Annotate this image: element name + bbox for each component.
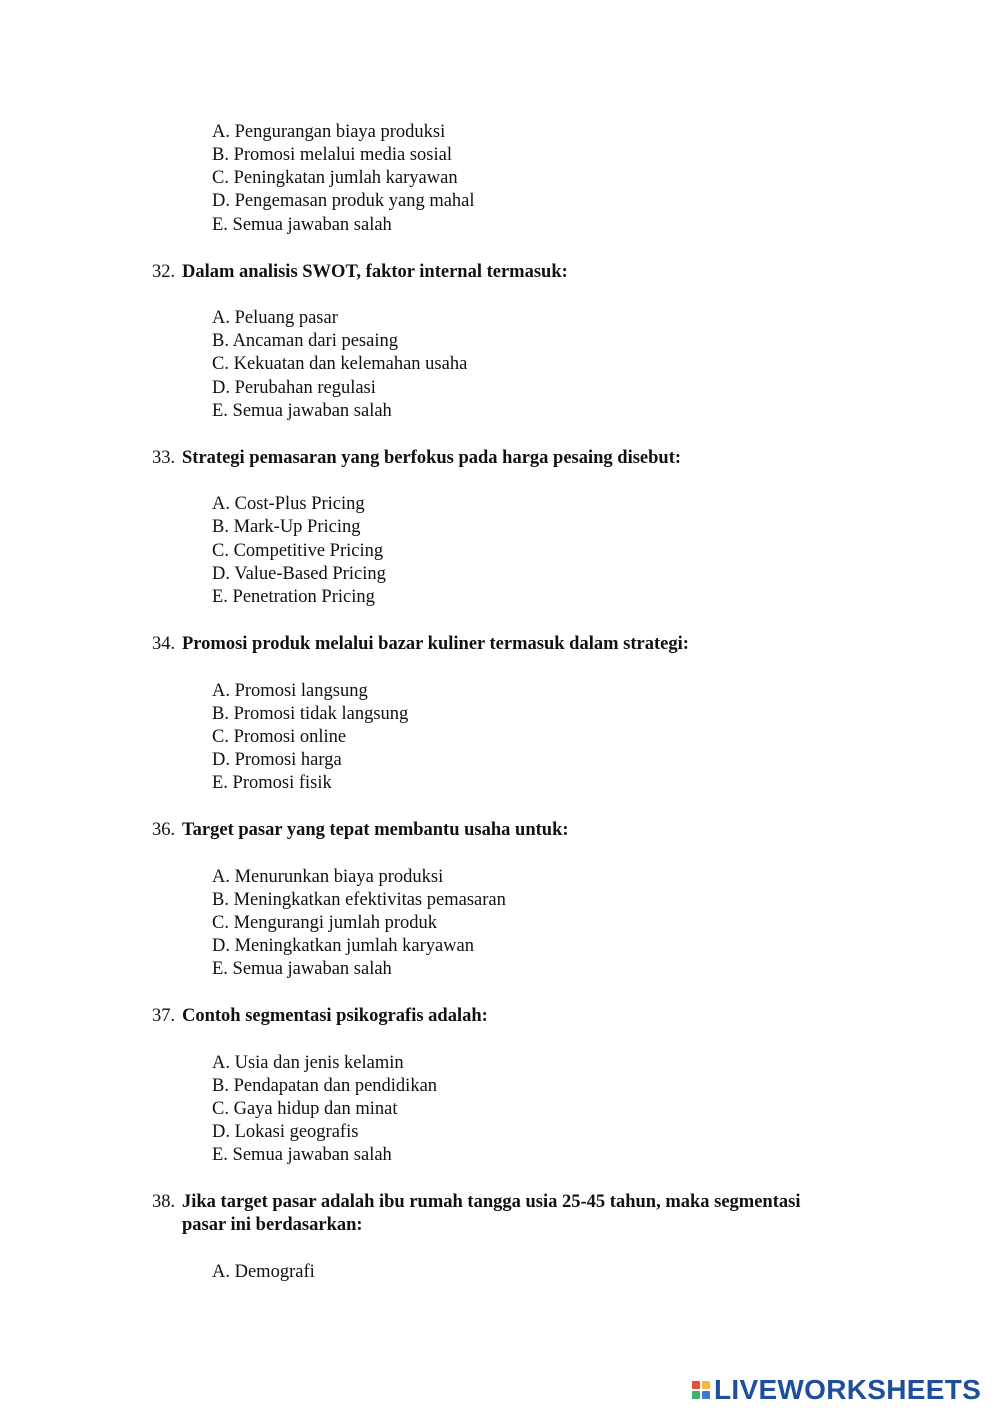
option-33-b: B. Mark-Up Pricing <box>212 517 361 537</box>
option-32-c: C. Kekuatan dan kelemahan usaha <box>212 354 468 374</box>
question-38-text-line-2: pasar ini berdasarkan: <box>182 1215 363 1235</box>
option-34-a: A. Promosi langsung <box>212 681 368 701</box>
option-34-d: D. Promosi harga <box>212 750 342 770</box>
option-33-c: C. Competitive Pricing <box>212 541 384 561</box>
logo-text: LIVEWORKSHEETS <box>714 1374 982 1405</box>
option-34-c: C. Promosi online <box>212 727 347 747</box>
option-37-c: C. Gaya hidup dan minat <box>212 1099 398 1119</box>
question-32-text: Dalam analisis SWOT, faktor internal termasuk: <box>182 262 568 282</box>
question-38-number: 38. <box>152 1192 176 1212</box>
option-33-a: A. Cost-Plus Pricing <box>212 494 365 514</box>
question-33-number: 33. <box>152 448 176 468</box>
option-36-d: D. Meningkatkan jumlah karyawan <box>212 936 475 956</box>
option-top-c: C. Peningkatan jumlah karyawan <box>212 168 458 188</box>
option-32-a: A. Peluang pasar <box>212 308 338 328</box>
logo-tile <box>702 1391 710 1399</box>
logo-tile <box>692 1381 700 1389</box>
question-37-text: Contoh segmentasi psikografis adalah: <box>182 1006 488 1026</box>
question-34-text: Promosi produk melalui bazar kuliner termasuk dalam strategi: <box>182 634 689 654</box>
option-36-e: E. Semua jawaban salah <box>212 959 392 979</box>
option-34-b: B. Promosi tidak langsung <box>212 704 409 724</box>
logo-tile <box>692 1391 700 1399</box>
logo-tile <box>702 1381 710 1389</box>
option-32-d: D. Perubahan regulasi <box>212 378 376 398</box>
question-33-text: Strategi pemasaran yang berfokus pada harga pesaing disebut: <box>182 448 682 468</box>
option-37-a: A. Usia dan jenis kelamin <box>212 1053 404 1073</box>
question-34-number: 34. <box>152 634 176 654</box>
question-36-text: Target pasar yang tepat membantu usaha untuk: <box>182 820 569 840</box>
option-37-b: B. Pendapatan dan pendidikan <box>212 1076 438 1096</box>
option-37-e: E. Semua jawaban salah <box>212 1145 392 1165</box>
option-37-d: D. Lokasi geografis <box>212 1122 359 1142</box>
option-top-b: B. Promosi melalui media sosial <box>212 145 452 165</box>
option-33-e: E. Penetration Pricing <box>212 587 375 607</box>
question-36-number: 36. <box>152 820 176 840</box>
question-32-number: 32. <box>152 262 176 282</box>
option-33-d: D. Value-Based Pricing <box>212 564 386 584</box>
option-34-e: E. Promosi fisik <box>212 773 332 793</box>
question-37-number: 37. <box>152 1006 176 1026</box>
option-32-e: E. Semua jawaban salah <box>212 401 392 421</box>
question-38-text-line-1: Jika target pasar adalah ibu rumah tangga usia 25-45 tahun, maka segmentasi <box>182 1192 801 1212</box>
option-36-b: B. Meningkatkan efektivitas pemasaran <box>212 890 506 910</box>
option-top-d: D. Pengemasan produk yang mahal <box>212 191 475 211</box>
logo-tiles-icon <box>692 1381 710 1399</box>
option-top-e: E. Semua jawaban salah <box>212 215 392 235</box>
option-36-c: C. Mengurangi jumlah produk <box>212 913 438 933</box>
option-32-b: B. Ancaman dari pesaing <box>212 331 398 351</box>
option-top-a: A. Pengurangan biaya produksi <box>212 122 446 142</box>
liveworksheets-logo <box>692 1375 981 1405</box>
option-36-a: A. Menurunkan biaya produksi <box>212 867 444 887</box>
option-38-a: A. Demografi <box>212 1262 315 1282</box>
